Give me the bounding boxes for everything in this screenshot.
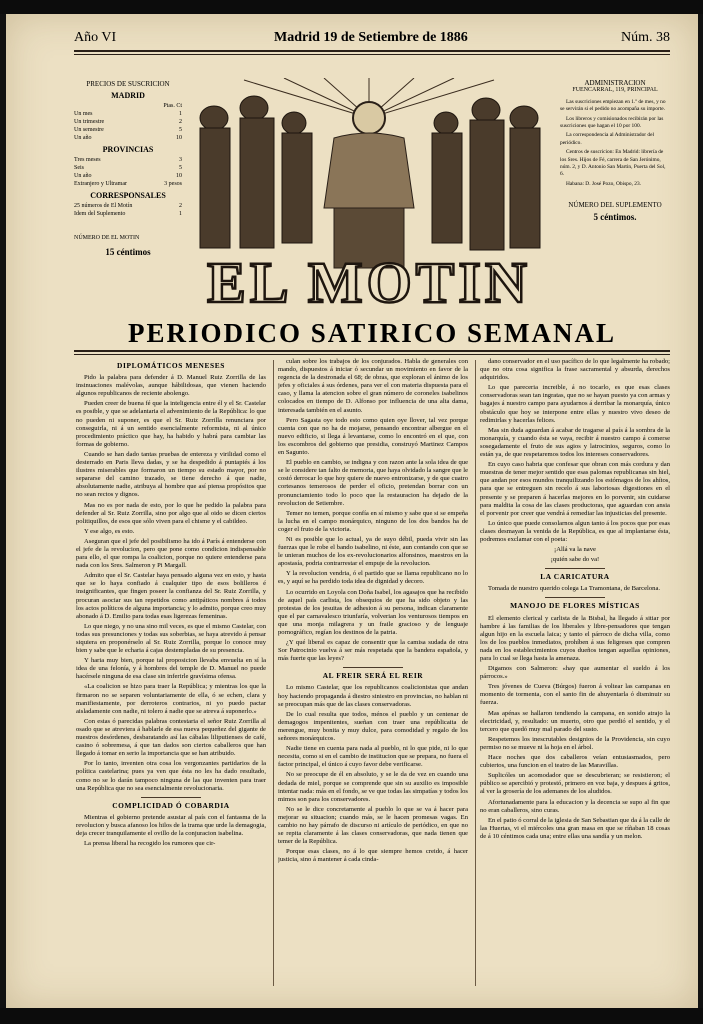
column-1 — [76, 358, 266, 988]
price-label: 25 números de El Motín — [74, 203, 133, 209]
crowd-right — [432, 98, 540, 250]
article-separator — [545, 568, 605, 569]
paragraph: Temer no temen, porque confía en sí mismo y sabe que si se empeña la lucha en el campo monárquico, ninguno de los dos bandos ha de coger el fruto de la victoria. — [278, 509, 468, 533]
paragraph: «La coalicion se hizo para traer la República; y mientras los que la firmaron no se separen voluntariamente de ella, ó se echen, clara y manifiestamente, por derroteros contrarios, ni yo puedo pactar aisladamente con nadie, ni tolero á nadie que se atreva á suponerlo.» — [76, 683, 266, 715]
paragraph: Nadie tiene en cuenta para nada al pueblo, ni lo que pide, ni lo que necesita, como si en el cambio de institucion que se prepara, no fuera el factor principal, el único á cuyo favor debe verificarse. — [278, 745, 468, 769]
issue-year: Año VI — [74, 30, 117, 45]
header-rule — [74, 50, 670, 52]
price-value: 10 — [176, 173, 182, 179]
madrid-price-list — [74, 110, 182, 142]
article-body — [76, 374, 266, 793]
price-row — [74, 202, 182, 210]
crowd-left — [200, 96, 312, 248]
subscription-prices — [74, 80, 182, 300]
paragraph: Digamos con Salmeron: «hay que aumentar el sueldo á los párrocos.» — [480, 665, 670, 681]
paragraph: El pueblo en cambio, se indigna y con razon ante la sola idea de que se le considere tan falto de memoria, que haya olvidado la sangre que le costó derrocar lo que hoy quiere de nuevo entronizarse, y de que cuatro cortesanos temerosos de perder el oficio, pretendan borrar con un pronunciamiento todo lo poco que la restauracion ha dejado de la revolucion de Setiembre. — [278, 459, 468, 507]
verse-line: ¡Allá va la nave — [554, 546, 596, 554]
paragraph: culan sobre los trabajos de los conjurados. Habla de generales con mando, dispuestos á iniciar ó secundar un movimiento en favor de la regencia de la destronada el 68; de obras, que exploran el ánimo de los jefes y oficiales á sus órdenes, para ver el con materia dispuesta para el caso, y llama la atencion sobre el gran número de coroneles isabelinos colocados en tiempo de D. Alfonso por influencia de una alta dama, interesada también en el asunto. — [278, 358, 468, 414]
article-body — [480, 585, 670, 593]
paragraph: Tres jóvenes de Cueva (Búrgos) fueron á voltear las campanas en momento de tormenta, con el santo fin de ahuyentarla ó disminuir su fuerza. — [480, 683, 670, 707]
paragraph: Pido la palabra para defender á D. Manuel Ruiz Zorrilla de las insinuaciones malévolas, aunque hábilidosas, que vienen haciendo algunos republicanos de reciente abolengo. — [76, 374, 266, 398]
article-body — [278, 358, 468, 663]
masthead — [74, 30, 670, 76]
paragraph: Cuando se han dado tantas pruebas de entereza y virilidad como el desterrado en Paris lleva dadas, y se ha despedido á puntapiés á los ilustres miserables que formaron un tiempo su estado mayor, por no separarse del camino trazado, se tiene derecho á que nadie, absolutamente nadie, atribuya al hombre que así piensa propósitos que no sean rectos y dignos. — [76, 450, 266, 499]
column-divider — [273, 360, 274, 986]
paragraph: No se le dice concretamente al pueblo lo que se va á hacer para mejorar su situacion; cuando más, se le hacen promesas vagas. En cambio no hay párrafo de discurso ni artículo de periódico, en que no se repita claramente á las clases conservadoras, que nada tienen que temer de la República. — [278, 805, 468, 846]
price-label: Un trimestre — [74, 119, 105, 125]
column-divider — [475, 360, 476, 986]
paragraph: No se preocupe de él en absoluto, y se le da de vez en cuando una dedada de miel, porque se comprende que sin su auxilio es imposible intentar nada: más en el fondo, se ve que todas las simpatías y todos los mimos son para los conservadores. — [278, 771, 468, 803]
supplement-label: NÚMERO DEL SUPLEMENTO — [568, 201, 662, 210]
madrid-label: MADRID — [111, 91, 145, 100]
paragraph: La prensa liberal ha recogido los rumores que cir- — [84, 840, 216, 848]
article-body — [76, 814, 266, 848]
column-2 — [278, 358, 468, 988]
price-label: Un mes — [74, 111, 93, 117]
price-row — [74, 156, 182, 164]
corresponsales-price-list — [74, 202, 182, 218]
provincias-label: PROVINCIAS — [102, 145, 154, 154]
paragraph: Aseguran que el jefe del posibilismo ha ido á París á entenderse con el jefe de la revolucion, pero que pone como condicion indispensable para ello, el que rompa la coalicion, porque no quiere entenderse para nada con los Sres. Salmeron y Pi Margall. — [76, 537, 266, 570]
scan-bottom-border — [0, 1008, 703, 1024]
price-value: 5 — [179, 127, 182, 133]
price-row — [74, 180, 182, 188]
title-rule — [74, 350, 670, 352]
issue-price: 15 céntimos — [105, 247, 151, 257]
paragraph: El elemento clerical y carlista de la Bisbal, ha llegado á sitiar por hambre á las familias de los liberales y libre-pensadores que tengan algun hijo en la escuela laica; y tanto el párroco de dicha villa, como los de los pueblos inmediatos, prohíben á sus feligreses que compren nada en los establecimientos cuyos dueños tengan aquellas opiniones, para lo cual se llega hasta la amenaza. — [480, 614, 670, 662]
banner-title: EL MOTIN — [207, 250, 531, 310]
price-value: 3 pesos — [164, 181, 182, 187]
header-rule-thin — [74, 54, 670, 55]
price-row — [74, 110, 182, 118]
paragraph: Pueden creer de buena fé que la inteligencia entre él y el Sr. Castelar es posible, y que se adelantaria el advenimiento de la República: lo que no pueden ni suponer, es que el Sr. Ruiz Zorrilla renunciara por conseguirla, ni á un sentido esencialmente reformista, ni al único procedimiento práctico que hay, ha habido y habrá para cambiar las formas de gobierno. — [76, 400, 266, 448]
paragraph: Lo único que puede consolarnos algun tanto á los pocos que por esas clases desmayan la venida de la República, es que al implantarse ésta, podremos exclamar con el poeta: — [480, 519, 670, 543]
price-label: Seis — [74, 165, 85, 171]
admin-paragraph: Las suscriciones empiezan en 1.º de mes, y no se servirán si el pedido no acompaña su importe. — [560, 98, 666, 113]
paragraph: Por lo tanto, inventen otra cosa los vergonzantes partidarios de la política castelarina; pues ya ven que ésta no les ha dado resultado, como no se lo darán tampoco ninguna de las que inventen para traer una República que no sea esencialmente revolucionaria. — [76, 760, 266, 792]
price-row — [74, 210, 182, 218]
paragraph: Suplicóles un acomodador que se descubrieran; se resistieron; el público se apercibió y protestó, primero en voz baja, y despues á gritos, al ver la grosería de los ademanes de los aludidos. — [480, 772, 670, 796]
paragraph: dano conservador en el uso pacífico de lo que legalmente ha robado; que no otra cosa significa la frase sacramental y absurda, derechos adquiridos. — [480, 358, 670, 382]
paragraph: Afortunadamente para la educacion y la decencia se supo al fin que no eran caballeros, sino curas. — [480, 798, 670, 814]
paragraph: Mas sin duda aguardan á acabar de tragarse al país á la sombra de la monarquía, y cuando ésta se vaya, recibir á nuestro campo á comerse sosegadamente el fruto de sus agios y latrocinios, seguros, como lo están ya, de que respetaremos todos los intereses conservadores. — [480, 426, 670, 459]
article-separator — [545, 597, 605, 598]
provincias-price-list — [74, 156, 182, 188]
price-label: Idem del Suplemento — [74, 211, 126, 217]
paragraph: Ni es posible que lo actual, ya de suyo débil, pueda vivir sin las fuerzas que le robe el bando isabelino, ni éste, aun contando con que se le unieran muchos de los ex-revolucionarios alfonsinos, maestros en la apostasía, podria contrarrestar el empuje de la revolucion. — [278, 535, 468, 568]
price-value: 3 — [179, 157, 182, 163]
article-heading: MANOJO DE FLORES MÍSTICAS — [510, 601, 640, 611]
paragraph: Mas no es por nada de esto, por lo que he pedido la palabra para defender al Sr. Ruiz Zorrilla, sino por algo que al oido se dicen ciertos politiquillos, de esos que sólo viven para el chisme y el cabildeo. — [76, 501, 266, 525]
article-heading: LA CARICATURA — [540, 572, 610, 582]
admin-paragraph: La correspondencia al Administrador del periódico. — [560, 132, 655, 146]
price-row — [74, 172, 182, 180]
masthead-illustration — [184, 78, 554, 310]
paragraph: Mientras el gobierno pretende asustar al país con el fantasma de la revolucion y busca afanoso los hilos de la trama que urde la demagogia, deja crecer tranquilamente el ovillo de la conjuracion isabelina. — [76, 813, 266, 837]
admin-paragraph: Habana: D. José Pozo, Obispo, 23. — [566, 180, 642, 187]
issue-price-label: NÚMERO DE EL MOTIN — [74, 235, 140, 241]
price-row — [74, 164, 182, 172]
admin-title: ADMINISTRACION — [584, 79, 646, 87]
paragraph: Lo que niego, y no una sino mil veces, es que el mismo Castelar, con todas sus presunciones y todas sus soberbias, se haya atrevido á pensar siquiera en proponérselo al Sr. Ruiz Zorrilla, porque lo conoce muy bien y sabe que le echaria á cajas destempladas de su presencia. — [76, 622, 266, 655]
price-value: 10 — [176, 135, 182, 141]
article-body — [480, 615, 670, 841]
paragraph: Admito que el Sr. Castelar haya pensado alguna vez en esto, y hasta que se lo haya confiado á cualquier tipo de esos bolilleros é insignificantes, que fingen poseer la confianza del Sr. Ruiz Zorrilla, y procuran asociar sus tan repetidos como antipáticos nombres á todos los actos políticos de alguna importancia; y lo admito, porque creo muy abonado á D. Emilio para todas esas ligerezas femeninas. — [76, 572, 266, 620]
paragraph: Porque esas clases, no á lo que siempre hemos creido, á hacer justicia, sino á mantener á cada cinda- — [278, 848, 468, 864]
paragraph: Lo mismo Castelar, que los republicanos coalicionistas que andan hoy haciendo propaganda á diestro siniestro en provincias, no hablan ni se preocupan más que de las clases conservadoras. — [278, 684, 468, 708]
paragraph: Lo ocurrido en Loyola con Doña Isabel, los agasajos que ha recibido de aquel país carlista, los obsequios de que ha sido objeto y las protestas de los jesuitas de adhesion á su persona, indican claramente que el par carnavalesco triunfaría, volverian los venturosos tiempos en que una monja milagrera y un fraile gracioso y de lenguaje pornográfico, regían los destinos de la patria. — [278, 588, 468, 636]
supplement-price: 5 céntimos. — [593, 211, 637, 222]
article-separator — [141, 797, 201, 798]
figure-head — [353, 102, 385, 134]
paragraph: ¿Y qué liberal es capaz de consentir que la camisa sudada de otra Sor Patrocinio vuelva á ser más respetada que la bandera española, y más fuerte que las leyes? — [278, 639, 468, 663]
price-value: 2 — [179, 119, 182, 125]
paragraph: Y ese algo, es esto. — [84, 527, 135, 535]
price-value: 1 — [179, 211, 182, 217]
verse-line: ¡quién sabe do va! — [550, 556, 600, 564]
price-label: Un año — [74, 135, 92, 141]
paragraph: Pero Sagasta oye todo esto como quien oye llover, tal vez porque cuenta con que no ha de mojarse, pensando encontrar albergue en el nuevo edificio, si llega á levantarse, como lo encontró en el que, con los escombros del gobierno que presidia, construyó Martinez Campos en Sagunto. — [278, 416, 468, 457]
corresponsales-label: CORRESPONSALES — [90, 191, 166, 200]
title-rule-thin — [74, 354, 670, 355]
price-value: 2 — [179, 203, 182, 209]
article-separator — [343, 667, 403, 668]
newspaper-subtitle: PERIODICO SATIRICO SEMANAL — [127, 318, 617, 348]
column-3 — [480, 358, 670, 988]
article-heading: AL FREIR SERÁ EL REIR — [322, 671, 424, 681]
price-label: Tres meses — [74, 157, 101, 163]
article-heading: DIPLOMÁTICOS MENESES — [117, 361, 225, 370]
article-body — [278, 684, 468, 864]
admin-paragraph: Los libreros y comisionados recibirán por las suscriciones que hagan el 10 por 100. — [560, 115, 664, 130]
price-label: Extranjero y Ultramar — [74, 181, 127, 187]
price-row — [74, 134, 182, 142]
price-row — [74, 118, 182, 126]
paragraph: En el patio ó corral de la iglesia de San Sebastian que da á la calle de las Huertas, vi el miércoles una gran masa en que se ríñaban 18 cosas de á 10 céntimos cada una; entre ellas una sandía y un melon. — [480, 816, 670, 840]
scan-top-border — [0, 0, 703, 14]
price-label: Un año — [74, 173, 92, 179]
paragraph: En cuyo caso habria que confesar que obran con más cordura y dan muestras de tener mejor sentido que esas palomas republicanas sin hiel, que andan por esos mundos tranquilizando los estómagos de los ahítos, para que se entreguen sin recelo á sus laboriosas digestiones en el presente y se preparen á hacerlas mejores en lo porvenir, sin cuidarse para maldita la cosa de las clases productoras, que aguardan con ansia el porvenir por creer que vendrá á remediar las injusticias del presente. — [480, 461, 670, 517]
article-body — [480, 358, 670, 544]
madrid-unit: Ptas. Ct — [163, 103, 182, 109]
price-value: 1 — [179, 111, 182, 117]
issue-number: Núm. 38 — [621, 30, 670, 45]
paragraph: Y haria muy bien, porque tal proposicion llevaba envuelta en sí la idea de una felonía, y á hombres del temple de D. Manuel no puede hacérsele ninguna de esa clase sin inferirle gravísima ofensa. — [76, 657, 266, 681]
paragraph: Mas apénas se hallaron tendiendo la campana, en sonido atrajo la electricidad, y, resultado: un muerto, otro que perdió el sentido, y el tercero que quedó muy mal parado del susto. — [480, 709, 670, 733]
administration-box — [560, 80, 670, 300]
paragraph: Tomada de nuestro querido colega La Tramontana, de Barcelona. — [488, 585, 661, 593]
price-value: 5 — [179, 165, 182, 171]
prices-title: PRECIOS DE SUSCRICION — [86, 80, 170, 88]
admin-address: FUENCARRAL, 119, PRINCIPAL — [572, 87, 658, 94]
paragraph: Hace noches que dos caballeros veían entusiasmados, pero cubiertos, una funcion en el teatro de las Maravillas. — [480, 754, 670, 770]
paragraph: Lo que pareceria increible, á no tocarlo, es que esas clases conservadoras sean tan ingratas, que no se hayan puesto ya con armas y bagajes á nuestro campo para ayudarnos á derribar la monarquía, único obstáculo que hoy se interpone entre ellas y nuestro vivo deseo de redimirlas y hacerlas felices. — [480, 384, 670, 424]
paragraph: Y la revolucion vendria, ó el partido que se llama republicano no lo es, y aquí se ha perdido toda idea de dignidad y decoro. — [278, 570, 468, 586]
article-heading: COMPLICIDAD Ó COBARDIA — [112, 800, 230, 810]
paragraph: Con estas ó parecidas palabras contestaria el señor Ruiz Zorrilla al osado que se atreviera á hablarle de esa nueva pequeñez del gigante de nuestros desórdenes, desbaratando así las cábalas liliputienses de café, casino ó sobremesa, á que tan dados son ciertos caballeros que han llegado á tomar en serio la importancia que se han atribuido. — [76, 717, 266, 758]
admin-paragraph: Centros de suscricion: En Madrid: librería de los Sres. Hijos de Fé, carrera de San Jerónimo, núm. 2, y D. Antonio San Martin, Puerta del Sol, 6. — [560, 149, 666, 178]
paragraph: Respetemos los inescrutables designios de la Providencia, sin cuyo permiso no se mueve ni la hoja en el árbol. — [480, 735, 670, 751]
central-figure — [324, 133, 414, 208]
paragraph: De lo cual resulta que todos, ménos el pueblo y un centenar de demagogos impenitentes, sueñan con traer una repúblicaita de merengue, muy bonita y muy dulce, para comodidad y regalo de los señores monárquicos. — [278, 710, 468, 743]
price-label: Un semestre — [74, 127, 104, 133]
price-row — [74, 126, 182, 134]
issue-date: Madrid 19 de Setiembre de 1886 — [274, 30, 468, 45]
